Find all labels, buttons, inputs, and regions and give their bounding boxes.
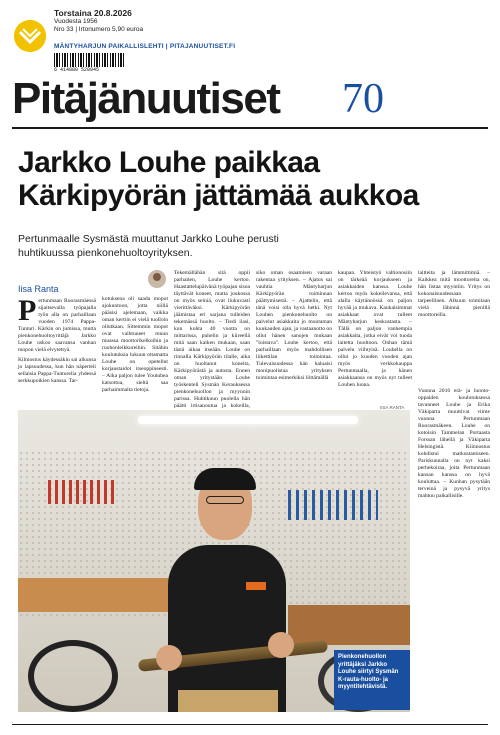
headline (18, 146, 488, 212)
author-avatar (148, 270, 166, 288)
issue-number: Nro 33 | Irtonumero 5,90 euroa (54, 26, 144, 33)
body-column-1 (18, 294, 96, 388)
ceiling-light (138, 416, 358, 424)
col1-paragraph-1: ertunmaan Ruorasmäessä sijaitsevalla työpajalla työn alla on parhaillaan vuoden 1974 Pappa-Tunturi. Kärkin on jumissa, mutta pienkonehuoltoyrittäjä Jarkko Louhe uskoo saavansa vanhan mopon vielä elvytettyä. (18, 298, 96, 353)
bottom-rule (12, 724, 488, 725)
red-tools (48, 480, 118, 504)
body-column-6-bottom: Vuonna 2016 erä- ja luonto-oppaiden koulutuksessa tavanneet Louhe ja Erika Väkiparta muuttivat viime vuonna Pertunmaan Ruorasmäkeen. Louhe on kotoisin Tammelan Portaasta Forssan lähellä ja Väkiparta Helsingistä. Kiinnostus kohdistui matkustamiseen. Pariskunnalla on nyt kaksi perhekoiraa, joita Pertunmaan kansan kanssa on hyvä kouluttaa. – Kunhan pysytään terveinä ja pysyvä yritys mahtuu paikallisille. (418, 388, 490, 499)
person-cap (194, 468, 256, 490)
barcode (54, 53, 124, 67)
wheel-left (28, 640, 118, 712)
body-column-2: kotuksena oli saada mopot ajokuntoon, jotta niillä pääsisi ajelemaan, vaikka oman kertiin ei vielä tuolloin ollutkaan. Sittemmin mopot ovat vaihtuneet muun muassa moottorikelkoihin ja ruohonleikkureihin. Sitähin koulutuksia lukuun ottamatta Louhe on opetellut korjaustaidot itseoppineesti. – Aika paljon tulee Youtubea katsottua, sieltä saa parhaimmalta tietoja. (102, 296, 168, 393)
headline-line-1: Jarkko Louhe paikkaa (18, 146, 320, 179)
title-row (12, 74, 488, 124)
drop-cap: P (18, 294, 37, 327)
paper-logo-icon (14, 20, 46, 52)
body-column-3: Tekemällähän sitä oppii parhaiten, Louhe kertoo. Haastattelupäivänä työpajan sisoa täyttävät koneet, mutta joukossa on myös seiniä, ovat liukuvasti vierittäväksi. Kärkipyörän jäämistaa eri sarjana tulleiden tekemässä huolto. – Tiedi ilasi, kun kohta 40 vuotta on mittarissa, puhelin ja kiireellä mitä saan kaiken mukaan, saan tästä aikaa itseään. Louhe on rinnalla Kärkipyörän tilalle, aika on huoltanut koneita, Kärkipyörästä ja autosta. Ennen oman yritystään Louhe työskenteli Sysmän Kerauksessa pienkonehuollon ja myynnin parissa. Huhtikuun puolella hän päätti irtisanoutua ja kokeilla, (174, 270, 250, 409)
headline-line-2: Kärkipyörän jättämää aukkoa (18, 179, 419, 212)
body-column-6-top: laitteita ja lämmittimiä. – Kaikkea mitä moottoreita on, hän listaa myyntiin. Yritys on kokonaisuudessaan tarpeellinen. Alkuun toimitaan vielä lähinnä pienillä moottoreilla. (418, 270, 490, 318)
photo-caption: Pienkonehuollon yrittäjäksi Jarkko Louhe siirtyi Sysmän K-rauta-huolto- ja myyntitehtävistä. (334, 650, 410, 710)
paper-name: Pitäjänuutiset (12, 74, 280, 123)
person-body (168, 545, 286, 712)
issue-date: Torstaina 20.8.2026 (54, 8, 132, 18)
hand-right (268, 632, 294, 658)
hand-left (156, 645, 182, 671)
title-rule (12, 127, 488, 129)
founded-year: Vuodesta 1956 (54, 18, 98, 25)
col1-paragraph-2: Kilmostus käydessäkin sai alkunsa jo lapsuudessa, kun hän näperteli sellaisia Pappa-Tunturelia yhdessä serkkupoikien kanssa. Tar- (18, 357, 96, 384)
blue-tools (288, 490, 378, 520)
article-lead: Pertunmaalle Sysmästä muuttanut Jarkko Louhe perusti huhtikuussa pienkonehuoltoyrityksen. (18, 233, 279, 259)
body-column-4: siko oman osaamisen varaan rakentaa yrityksen. – Ajatus sai vauhtia Mäntyharjun Kärkipyörän toiminnan päättymisestä. – Ajattelin, että tänä voisi olla hyvä hetki. Nyt Louhen pienkonehuolto on palvelut asiakkaita jo muutaman kuukauden ajan, ja vastaanotto on ollut hänen sanojen mukaan "loistava". Louhe kertoo, että parhaillaan myös mahdollisen liikettilan toimintaa. Tulevaisuudessa hän haluaisi monipuolistaa yrityksen toimintaa esimerkiksi liittämällä (256, 270, 332, 381)
person-glasses (206, 496, 244, 504)
issue-info (54, 8, 143, 34)
workbench-right (288, 605, 410, 645)
shirt-logo (246, 582, 266, 590)
masthead-top (14, 8, 486, 73)
body-column-5: kaupan. Yhteistyö valtionosiin on tärkeää korjaukseen ja asiakkaiden kanssa. Louhe kertoo myös kokeilevansa, että alalla käytännössä on paljon hyvää ja mukava. Kaukaisimmat asiakkaat ovat tulleet Mäntyharjun keskustasta. – Tällä on paljon vanhempia asiakkaita, jotka eivät voi tuoda laitetta huoltoon. Onhan tämä palvelu viihtyisä. Louhella on ollut jo kuuden vuoden ajan myös verkkokauppa Pertunmaalla, ja hänen asiakkaansa on myös nyt tulleet Louhen luona. (338, 270, 412, 388)
region-line: MÄNTYHARJUN PAIKALLISLEHTI | PITAJANUUTISET.FI (54, 43, 236, 50)
author-name: Iisa Ranta (18, 284, 59, 294)
photo-credit: IISA RANTA (380, 405, 405, 410)
person-pants (178, 690, 278, 712)
barcode-number: 6 414880 520945 (54, 67, 100, 73)
anniversary-number: 70 (342, 76, 384, 122)
